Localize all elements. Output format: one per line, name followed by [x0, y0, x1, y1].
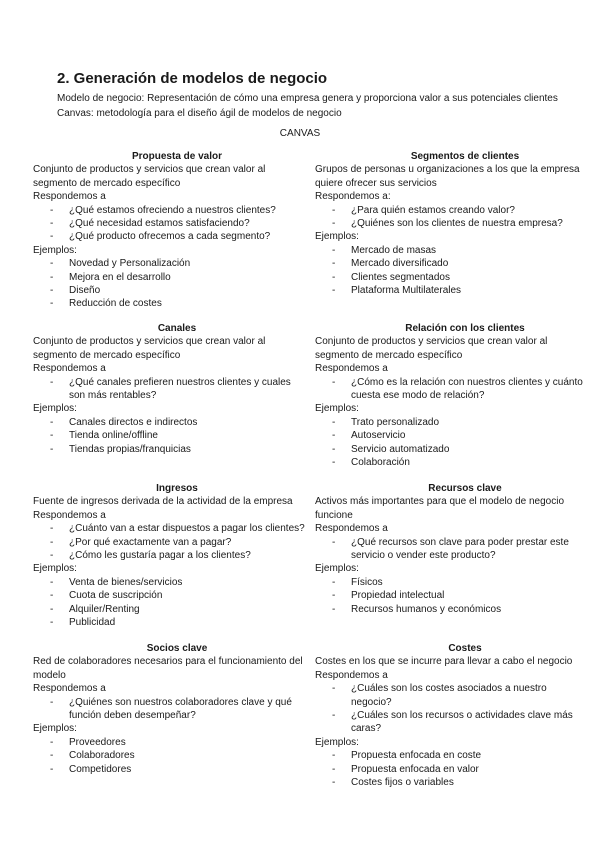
example-text: Cuota de suscripción — [69, 590, 163, 602]
questions-list — [33, 204, 307, 244]
examples-list — [315, 416, 589, 470]
dash-bullet: - — [50, 523, 54, 535]
dash-bullet: - — [50, 603, 54, 615]
dash-bullet: - — [332, 244, 336, 256]
questions-list — [33, 696, 307, 723]
example-item — [315, 271, 589, 284]
block-description: Conjunto de productos y servicios que crean valor al segmento de mercado específico — [315, 336, 548, 361]
block-description: Grupos de personas u organizaciones a los que la empresa quiere ofrecer sus servicios — [315, 164, 580, 189]
question-text: ¿Qué recursos son clave para poder prestar este servicio o vender este producto? — [351, 536, 569, 562]
example-item — [315, 244, 589, 257]
question-text: ¿Qué necesidad estamos satisfaciendo? — [69, 218, 250, 230]
dash-bullet: - — [50, 416, 54, 428]
example-text: Tiendas propias/franquicias — [69, 443, 191, 455]
example-text: Proveedores — [69, 736, 126, 748]
examples-list — [315, 749, 589, 789]
question-item — [33, 230, 307, 243]
block-canales — [33, 322, 307, 456]
dash-bullet: - — [50, 750, 54, 762]
examples-list — [33, 736, 307, 776]
dash-bullet: - — [50, 736, 54, 748]
question-text: ¿Cómo es la relación con nuestros clientes y cuánto cuesta ese modo de relación? — [351, 376, 583, 402]
block-description: Activos más importantes para que el modelo de negocio funcione — [315, 496, 565, 521]
examples-list — [33, 416, 307, 456]
example-text: Clientes segmentados — [351, 271, 450, 283]
question-text: ¿Cuánto van a estar dispuestos a pagar los clientes? — [69, 523, 305, 535]
example-text: Diseño — [69, 285, 101, 297]
question-item — [33, 522, 307, 535]
questions-list — [315, 376, 589, 403]
examples-label: Ejemplos: — [33, 403, 77, 415]
question-item — [33, 217, 307, 230]
example-item — [33, 736, 307, 749]
question-item — [315, 536, 589, 563]
example-item — [315, 776, 589, 789]
dash-bullet: - — [50, 617, 54, 629]
question-item — [315, 217, 589, 230]
example-item — [33, 576, 307, 589]
example-text: Costes fijos o variables — [351, 777, 454, 789]
example-text: Colaboradores — [69, 750, 135, 762]
block-description: Red de colaboradores necesarios para el funcionamiento del modelo — [33, 656, 303, 681]
dash-bullet: - — [332, 590, 336, 602]
dash-bullet: - — [332, 218, 336, 230]
example-text: Propiedad intelectual — [351, 590, 445, 602]
dash-bullet: - — [332, 536, 336, 548]
example-item — [33, 284, 307, 297]
question-item — [315, 682, 589, 709]
block-title: Relación con los clientes — [405, 323, 525, 334]
example-item — [315, 456, 589, 469]
block-socios-clave — [33, 642, 307, 776]
questions-list — [315, 204, 589, 231]
block-description: Costes en los que se incurre para llevar a cabo el negocio — [315, 656, 573, 668]
examples-label: Ejemplos: — [33, 244, 77, 256]
dash-bullet: - — [332, 457, 336, 469]
dash-bullet: - — [50, 536, 54, 548]
block-relacion-con-los-clientes — [315, 322, 589, 469]
dash-bullet: - — [332, 430, 336, 442]
dash-bullet: - — [332, 710, 336, 722]
question-item — [315, 376, 589, 403]
question-item — [33, 549, 307, 562]
question-text: ¿Quiénes son nuestros colaboradores clave y qué función deben desempeñar? — [69, 696, 292, 722]
dash-bullet: - — [332, 763, 336, 775]
example-item — [315, 763, 589, 776]
dash-bullet: - — [332, 683, 336, 695]
example-text: Mercado diversificado — [351, 258, 449, 270]
example-text: Propuesta enfocada en valor — [351, 763, 479, 775]
examples-list — [315, 244, 589, 298]
respond-label: Respondemos a — [33, 363, 106, 375]
example-item — [33, 297, 307, 310]
examples-list — [33, 257, 307, 311]
dash-bullet: - — [50, 285, 54, 297]
example-item — [315, 749, 589, 762]
example-item — [33, 616, 307, 629]
dash-bullet: - — [332, 416, 336, 428]
question-text: ¿Qué canales prefieren nuestros clientes y cuales son más rentables? — [69, 376, 291, 402]
examples-list — [315, 576, 589, 616]
example-item — [315, 576, 589, 589]
block-title: Segmentos de clientes — [410, 151, 520, 162]
example-item — [33, 257, 307, 270]
dash-bullet: - — [332, 285, 336, 297]
block-propuesta-de-valor — [33, 150, 307, 311]
dash-bullet: - — [50, 231, 54, 243]
example-item — [33, 416, 307, 429]
block-title: Canales — [157, 323, 197, 334]
questions-list — [315, 536, 589, 563]
canvas-title: CANVAS — [279, 128, 321, 139]
examples-label: Ejemplos: — [315, 231, 359, 243]
examples-label: Ejemplos: — [33, 723, 77, 735]
question-text: ¿Qué estamos ofreciendo a nuestros clientes? — [69, 204, 276, 216]
block-title: Recursos clave — [428, 483, 502, 494]
section-heading: 2. Generación de modelos de negocio — [57, 70, 328, 87]
dash-bullet: - — [50, 271, 54, 283]
respond-label: Respondemos a — [315, 523, 388, 535]
example-text: Colaboración — [351, 457, 410, 469]
example-text: Publicidad — [69, 617, 116, 629]
question-text: ¿Qué producto ofrecemos a cada segmento? — [69, 231, 271, 243]
dash-bullet: - — [332, 603, 336, 615]
examples-label: Ejemplos: — [315, 736, 359, 748]
questions-list — [315, 682, 589, 736]
intro-canvas: Canvas: metodología para el diseño ágil de modelos de negocio — [57, 108, 342, 119]
respond-label: Respondemos a — [315, 669, 388, 681]
dash-bullet: - — [332, 376, 336, 388]
dash-bullet: - — [50, 590, 54, 602]
question-text: ¿Cuáles son los recursos o actividades clave más caras? — [351, 710, 573, 735]
example-item — [315, 284, 589, 297]
question-text: ¿Para quién estamos creando valor? — [351, 204, 515, 216]
example-text: Plataforma Multilaterales — [351, 285, 462, 297]
example-item — [33, 443, 307, 456]
block-recursos-clave — [315, 482, 589, 616]
dash-bullet: - — [50, 204, 54, 216]
example-text: Autoservicio — [351, 430, 406, 442]
dash-bullet: - — [332, 443, 336, 455]
example-item — [33, 763, 307, 776]
example-text: Canales directos e indirectos — [69, 416, 198, 428]
question-text: ¿Cuáles son los costes asociados a nuestro negocio? — [351, 683, 547, 708]
example-text: Servicio automatizado — [351, 443, 450, 455]
respond-label: Respondemos a: — [315, 191, 391, 203]
dash-bullet: - — [332, 750, 336, 762]
block-description: Fuente de ingresos derivada de la actividad de la empresa — [33, 496, 293, 508]
examples-label: Ejemplos: — [315, 403, 359, 415]
example-text: Alquiler/Renting — [69, 603, 140, 615]
example-item — [33, 429, 307, 442]
example-item — [315, 257, 589, 270]
question-item — [33, 376, 307, 403]
example-item — [315, 443, 589, 456]
dash-bullet: - — [332, 576, 336, 588]
question-text: ¿Por qué exactamente van a pagar? — [69, 536, 232, 548]
example-text: Competidores — [69, 763, 132, 775]
example-text: Reducción de costes — [69, 298, 162, 310]
intro-business-model: Modelo de negocio: Representación de cómo una empresa genera y proporciona valor a sus potenciales clientes — [57, 93, 558, 104]
question-item — [315, 709, 589, 736]
dash-bullet: - — [50, 218, 54, 230]
question-text: ¿Quiénes son los clientes de nuestra empresa? — [351, 218, 563, 230]
dash-bullet: - — [50, 763, 54, 775]
question-item — [33, 536, 307, 549]
block-costes — [315, 642, 589, 789]
example-text: Venta de bienes/servicios — [69, 576, 183, 588]
example-text: Tienda online/offline — [69, 430, 158, 442]
question-text: ¿Cómo les gustaría pagar a los clientes? — [69, 550, 251, 562]
dash-bullet: - — [332, 271, 336, 283]
example-item — [33, 271, 307, 284]
dash-bullet: - — [50, 258, 54, 270]
examples-list — [33, 576, 307, 630]
block-description: Conjunto de productos y servicios que crean valor al segmento de mercado específico — [33, 336, 266, 361]
respond-label: Respondemos a — [33, 683, 106, 695]
dash-bullet: - — [332, 204, 336, 216]
examples-label: Ejemplos: — [315, 563, 359, 575]
respond-label: Respondemos a — [315, 363, 388, 375]
dash-bullet: - — [50, 576, 54, 588]
examples-label: Ejemplos: — [33, 563, 77, 575]
block-title: Socios clave — [146, 643, 208, 654]
example-text: Propuesta enfocada en coste — [351, 750, 482, 762]
example-item — [315, 603, 589, 616]
example-text: Novedad y Personalización — [69, 258, 191, 270]
dash-bullet: - — [50, 696, 54, 708]
questions-list — [33, 376, 307, 403]
dash-bullet: - — [50, 443, 54, 455]
block-title: Ingresos — [156, 483, 198, 494]
questions-list — [33, 522, 307, 562]
example-item — [315, 589, 589, 602]
example-item — [315, 416, 589, 429]
example-text: Físicos — [351, 576, 383, 588]
example-text: Mejora en el desarrollo — [69, 271, 171, 283]
example-text: Mercado de masas — [351, 244, 437, 256]
question-item — [33, 696, 307, 723]
example-text: Trato personalizado — [351, 416, 440, 428]
question-item — [315, 204, 589, 217]
example-item — [33, 749, 307, 762]
question-item — [33, 204, 307, 217]
dash-bullet: - — [332, 258, 336, 270]
block-ingresos — [33, 482, 307, 629]
example-item — [315, 429, 589, 442]
dash-bullet: - — [50, 430, 54, 442]
block-description: Conjunto de productos y servicios que crean valor al segmento de mercado específico — [33, 164, 266, 189]
respond-label: Respondemos a — [33, 509, 106, 521]
dash-bullet: - — [50, 550, 54, 562]
dash-bullet: - — [332, 777, 336, 789]
example-item — [33, 589, 307, 602]
respond-label: Respondemos a — [33, 191, 106, 203]
dash-bullet: - — [50, 298, 54, 310]
example-text: Recursos humanos y económicos — [351, 603, 502, 615]
block-title: Costes — [448, 643, 482, 654]
block-segmentos-de-clientes — [315, 150, 589, 297]
example-item — [33, 603, 307, 616]
block-title: Propuesta de valor — [131, 151, 223, 162]
dash-bullet: - — [50, 376, 54, 388]
